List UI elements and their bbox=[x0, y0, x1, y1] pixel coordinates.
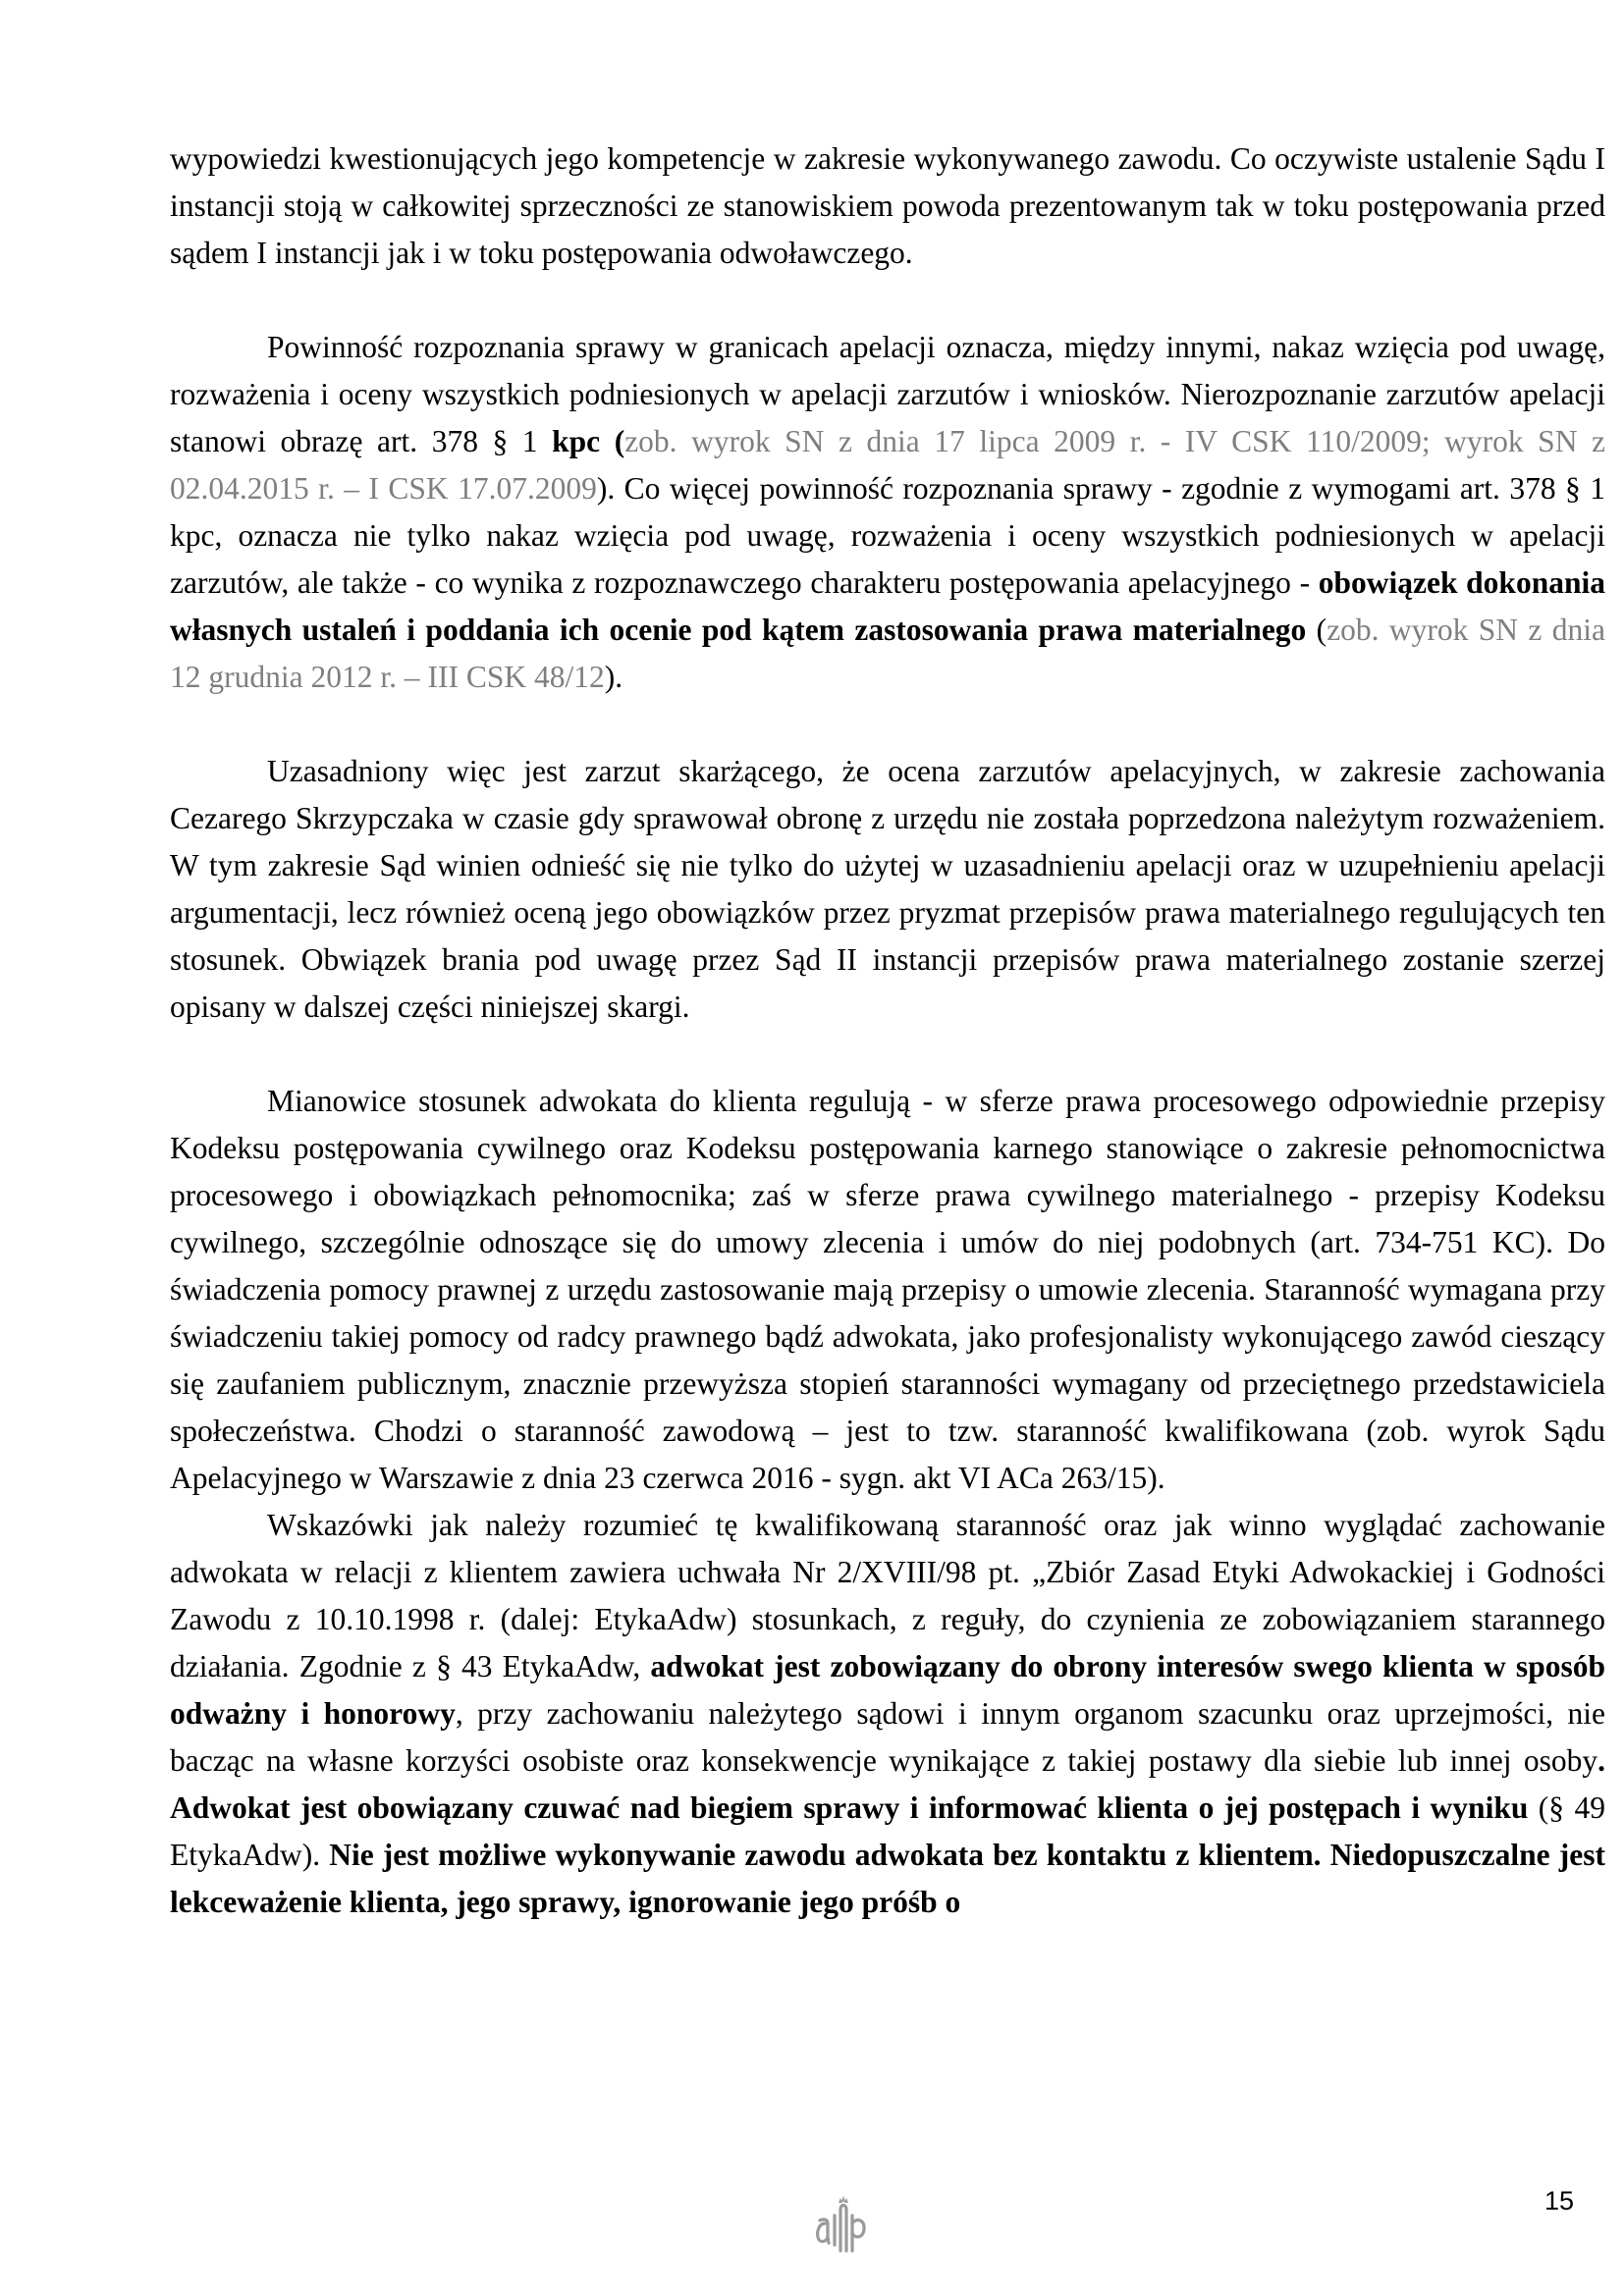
text-segment: ). bbox=[604, 660, 623, 694]
bold-text: . Adwokat jest obowiązany czuwać nad biegiem sprawy i informować klienta o jej postępach i wyniku bbox=[170, 1743, 1605, 1825]
text-segment: ). Co więcej powinność rozpoznania sprawy - zgodnie z wymogami art. 378 § 1 kpc, oznacza nie tylko nakaz wzięcia pod uwagę, rozważenia i oceny wszystkich podniesionych w apelacji zarzutów, ale także - co wynika z rozpoznawczego charakteru postępowania apelacyjnego - bbox=[170, 471, 1605, 600]
text-segment: (§ 49 EtykaAdw). bbox=[170, 1790, 1605, 1872]
text-segment: ( bbox=[1306, 613, 1327, 647]
bold-text: obowiązek dokonania własnych ustaleń i poddania ich ocenie pod kątem zastosowania prawa materialnego bbox=[170, 565, 1605, 647]
page-number: 15 bbox=[1544, 2186, 1575, 2216]
citation-text: zob. wyrok SN z dnia 17 lipca 2009 r. - IV CSK 110/2009; wyrok SN z 02.04.2015 r. – I CSK 17.07.2009 bbox=[170, 424, 1605, 506]
bold-text: ( bbox=[600, 424, 625, 458]
text-segment: Wskazówki jak należy rozumieć tę kwalifikowaną staranność oraz jak winno wyglądać zachowanie adwokata w relacji z klientem zawiera uchwała Nr 2/XVIII/98 pt. „Zbiór Zasad Etyki Adwokackiej i Godności Zawodu z 10.10.1998 r. (dalej: EtykaAdw) stosunkach, z reguły, do czynienia ze zobowiązaniem starannego działania. Zgodnie z § 43 EtykaAdw, bbox=[170, 1508, 1605, 1683]
text-segment: Uzasadniony więc jest zarzut skarżącego, że ocena zarzutów apelacyjnych, w zakresie zachowania Cezarego Skrzypczaka w czasie gdy sprawował obronę z urzędu nie została poprzedzona należytym rozważeniem. W tym zakresie Sąd winien odnieść się nie tylko do użytej w uzasadnieniu apelacji oraz w uzupełnieniu apelacji argumentacji, lecz również oceną jego obowiązków przez pryzmat przepisów prawa materialnego regulujących ten stosunek. Obwiązek brania pod uwagę przez Sąd II instancji przepisów prawa materialnego zostanie szerzej opisany w dalszej części niniejszej skargi. bbox=[170, 754, 1605, 1024]
text-segment: Mianowice stosunek adwokata do klienta regulują - w sferze prawa procesowego odpowiednie przepisy Kodeksu postępowania cywilnego oraz Kodeksu postępowania karnego stanowiące o zakresie pełnomocnictwa procesowego i obowiązkach pełnomocnika; zaś w sferze prawa cywilnego materialnego - przepisy Kodeksu cywilnego, szczególnie odnoszące się do umowy zlecenia i umów do niej podobnych (art. 734-751 KC). Do świadczenia pomocy prawnej z urzędu zastosowanie mają przepisy o umowie zlecenia. Staranność wymagana przy świadczeniu takiej pomocy od radcy prawnego bądź adwokata, jako profesjonalisty wykonującego zawód cieszący się zaufaniem publicznym, znacznie przewyższa stopień staranności wymagany od przeciętnego przedstawiciela społeczeństwa. Chodzi o staranność zawodową – jest to tzw. staranność kwalifikowana (zob. wyrok Sądu Apelacyjnego w Warszawie z dnia 23 czerwca 2016 - sygn. akt VI ACa 263/15). bbox=[170, 1084, 1605, 1495]
text-segment: , przy zachowaniu należytego sądowi i innym organom szacunku oraz uprzejmości, nie bacząc na własne korzyści osobiste oraz konsekwencje wynikające z takiej postawy dla siebie lub innej osoby bbox=[170, 1696, 1606, 1778]
paragraph bbox=[170, 1078, 1605, 1502]
paragraph bbox=[170, 1502, 1605, 1926]
bold-text: kpc bbox=[552, 424, 601, 458]
text-segment: wypowiedzi kwestionujących jego kompetencje w zakresie wykonywanego zawodu. Co oczywiste ustalenie Sądu I instancji stoją w całkowitej sprzeczności ze stanowiskiem powoda prezentowanym tak w toku postępowania przed sądem I instancji jak i w toku postępowania odwoławczego. bbox=[170, 141, 1605, 270]
bold-text: Nie jest możliwe wykonywanie zawodu adwokata bez kontaktu z klientem. Niedopuszczalne jest lekceważenie klienta, jego sprawy, ignorowanie jego próśb o bbox=[170, 1838, 1605, 1919]
paragraph bbox=[170, 748, 1605, 1031]
paragraph bbox=[170, 135, 1605, 277]
paragraph bbox=[170, 324, 1605, 701]
citation-text: zob. wyrok SN z dnia 12 grudnia 2012 r. – III CSK 48/12 bbox=[170, 613, 1606, 694]
aip-logo-icon bbox=[814, 2194, 867, 2253]
bold-text: adwokat jest zobowiązany do obrony interesów swego klienta w sposób odważny i honorowy bbox=[170, 1649, 1605, 1731]
text-segment: Powinność rozpoznania sprawy w granicach apelacji oznacza, między innymi, nakaz wzięcia pod uwagę, rozważenia i oceny wszystkich podniesionych w apelacji zarzutów i wniosków. Nierozpoznanie zarzutów apelacji stanowi obrazę art. 378 § 1 bbox=[170, 330, 1605, 458]
document-body bbox=[170, 135, 1605, 1926]
